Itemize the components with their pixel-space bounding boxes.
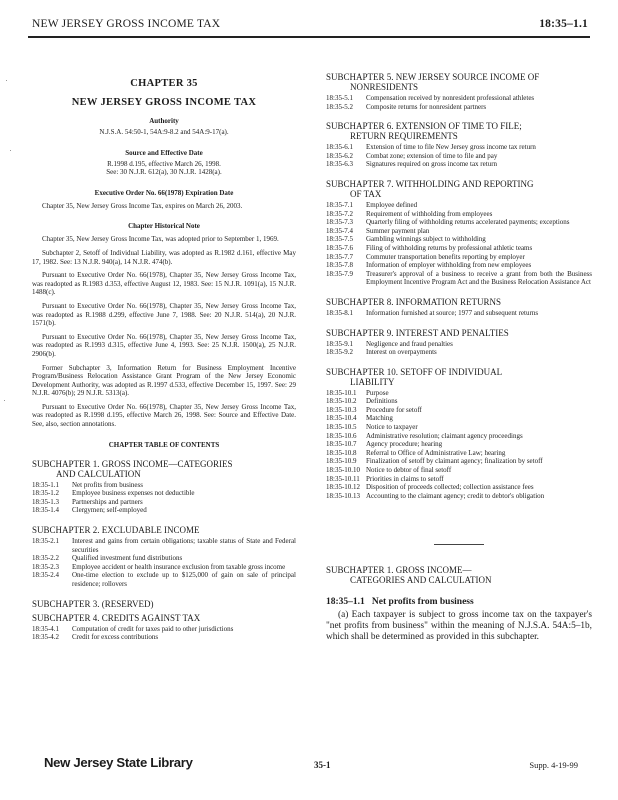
toc-subchapter-5 <box>326 72 592 92</box>
toc-entry-title: Commuter transportation benefits reporting by employer <box>366 252 525 261</box>
toc-entry-number: 18:35-10.5 <box>326 423 357 432</box>
historical-note-paragraph: Chapter 35, New Jersey Gross Income Tax, was adopted prior to September 1, 1969. <box>42 235 279 244</box>
toc-entry-title: Employee business expenses not deductible <box>72 489 195 498</box>
toc-entry <box>32 481 296 490</box>
toc-entry-number: 18:35-7.8 <box>326 261 354 270</box>
toc-entry-title: Definitions <box>366 397 398 406</box>
toc-entry-number: 18:35-2.2 <box>32 554 60 563</box>
toc-entry-title: Disposition of proceeds collected; collection assistance fees <box>366 483 534 492</box>
toc-entry-title: Net profits from business <box>72 480 143 489</box>
toc-entry-number: 18:35-10.13 <box>326 491 361 500</box>
subchapter-5-title: SUBCHAPTER 5. NEW JERSEY SOURCE INCOME OF <box>326 72 540 82</box>
toc-heading: CHAPTER TABLE OF CONTENTS <box>108 440 220 449</box>
toc-entry <box>326 201 592 210</box>
source-line-2: See: 30 N.J.R. 612(a), 30 N.J.R. 1428(a). <box>106 168 222 177</box>
toc-entry-title: Procedure for setoff <box>366 405 422 414</box>
toc-entry-number: 18:35-10.1 <box>326 388 357 397</box>
toc-entry-number: 18:35-10.9 <box>326 457 357 466</box>
toc-subchapter-10 <box>326 367 592 387</box>
toc-list-1 <box>32 481 296 515</box>
toc-entry-number: 18:35-9.2 <box>326 348 354 357</box>
toc-list-5 <box>326 94 592 111</box>
toc-entry-title: Credit for excess contributions <box>72 633 159 642</box>
scan-speck <box>6 80 7 81</box>
toc-entry-title: Employee defined <box>366 200 418 209</box>
source-line-1: R.1998 d.195, effective March 26, 1998. <box>107 159 221 168</box>
toc-subchapter-6 <box>326 121 592 141</box>
toc-entry-title: Signatures required on gross income tax return <box>366 160 498 169</box>
toc-entry-title: Information of employer withholding from new employees <box>366 261 532 270</box>
toc-entry-title: Treasurer's approval of a business to receive a grant from both the Business Employment Incentive Program Act and the Business Relocation Assistance Act <box>366 269 592 287</box>
authority-heading: Authority <box>149 117 179 125</box>
toc-entry <box>326 309 592 318</box>
toc-entry-title: Gambling winnings subject to withholding <box>366 235 486 244</box>
toc-entry <box>326 348 592 357</box>
subchapter-7-title: SUBCHAPTER 7. WITHHOLDING AND REPORTING <box>326 178 534 189</box>
toc-entry <box>326 440 592 449</box>
section-heading <box>326 597 592 607</box>
toc-entry-number: 18:35-6.3 <box>326 160 354 169</box>
toc-entry-number: 18:35-7.4 <box>326 226 354 235</box>
page-number: 35-1 <box>314 760 331 770</box>
toc-entry-number: 18:35-4.2 <box>32 633 60 642</box>
historical-note-paragraph: Subchapter 2, Setoff of Individual Liability, was adopted as R.1982 d.161, effective May 17, 1982. See: 13 N.J.R. 940(a), 14 N.J.R. 474(b). <box>32 248 296 266</box>
toc-entry-number: 18:35-4.1 <box>32 624 60 633</box>
toc-entry-number: 18:35-6.2 <box>326 151 354 160</box>
toc-entry-title: Matching <box>366 414 393 423</box>
toc-entry <box>326 483 592 492</box>
toc-entry-title: Administrative resolution; claimant agency proceedings <box>366 431 523 440</box>
toc-entry-number: 18:35-7.6 <box>326 243 354 252</box>
toc-entry <box>32 498 296 507</box>
toc-entry <box>32 571 296 588</box>
toc-entry <box>32 625 296 634</box>
toc-entry-number: 18:35-5.2 <box>326 102 354 111</box>
subchapter-10-title-cont: LIABILITY <box>350 376 395 387</box>
toc-entry <box>326 210 592 219</box>
toc-entry <box>326 227 592 236</box>
subchapter-1-title: SUBCHAPTER 1. GROSS INCOME—CATEGORIES <box>32 458 233 469</box>
toc-entry <box>326 244 592 253</box>
toc-entry-number: 18:35-10.12 <box>326 483 361 492</box>
toc-list-7 <box>326 201 592 287</box>
subchapter-1-title-cont: AND CALCULATION <box>56 468 141 479</box>
toc-entry <box>32 554 296 563</box>
toc-entry <box>326 143 592 152</box>
toc-entry-title: Finalization of setoff by claimant agency; finalization by setoff <box>366 457 543 466</box>
historical-note-paragraph: Pursuant to Executive Order No. 66(1978), Chapter 35, New Jersey Gross Income Tax, was readopted as R.1993 d.315, effective June 4, 1993. See: 25 N.J.R. 1500(a), 25 N.J.R. 2906(b). <box>32 332 296 358</box>
toc-entry-title: Extension of time to file New Jersey gross income tax return <box>366 143 536 152</box>
toc-entry-title: Employee accident or health insurance exclusion from taxable gross income <box>72 562 286 571</box>
historical-note-paragraph: Pursuant to Executive Order No. 66(1978), Chapter 35, New Jersey Gross Income Tax, was readopted as R.1988 d.299, effective June 7, 1988. See: 20 N.J.R. 514(a), 20 N.J.R. 1571(b). <box>32 301 296 328</box>
toc-list-6 <box>326 143 592 169</box>
toc-entry-number: 18:35-10.8 <box>326 448 357 457</box>
toc-entry <box>326 432 592 441</box>
toc-entry-title: Accounting to the claimant agency; credit to debtor's obligation <box>366 491 545 500</box>
toc-entry <box>326 103 592 112</box>
toc-entry-title: Priorities in claims to setoff <box>366 474 444 483</box>
toc-entry-number: 18:35-7.1 <box>326 200 354 209</box>
toc-entry-title: Summer payment plan <box>366 226 430 235</box>
toc-entry-number: 18:35-2.1 <box>32 537 60 546</box>
page-footer <box>44 756 584 776</box>
historical-note-paragraph: Former Subchapter 3, Information Return for Business Employment Incentive Program/Business Relocation Assistance Grant Program of the New Jersey Economic Development Authority, was adopted as R.1997 d.533, effective December 15, 1997. See: 29 N.J.R. 4076(b); 29 N.J.R. 5313(a). <box>32 363 296 398</box>
toc-entry <box>326 449 592 458</box>
section-title: Net profits from business <box>371 597 474 608</box>
toc-list-8 <box>326 309 592 318</box>
authority-text: N.J.S.A. 54:50-1, 54A:9-8.2 and 54A:9-17(a). <box>99 128 229 136</box>
header-section: 18:35–1.1 <box>539 18 588 30</box>
toc-list-9 <box>326 340 592 357</box>
toc-entry <box>326 218 592 227</box>
scan-speck <box>10 150 11 151</box>
section-body: (a) Each taxpayer is subject to gross income tax on the taxpayer's "net profits from business" within the meaning of N.J.S.A. 54A:5–1b, which shall be determined as provided in this subchapter. <box>326 610 592 643</box>
toc-entry-title: Negligence and fraud penalties <box>366 339 453 348</box>
body-subchapter-title-cont: CATEGORIES AND CALCULATION <box>350 575 492 586</box>
toc-subchapter-7 <box>326 179 592 199</box>
toc-entry-number: 18:35-7.9 <box>326 269 354 278</box>
subchapter-10-title: SUBCHAPTER 10. SETOFF OF INDIVIDUAL <box>326 366 503 377</box>
toc-entry <box>326 160 592 169</box>
toc-entry <box>326 466 592 475</box>
toc-entry-title: Clergymen; self-employed <box>72 506 147 515</box>
exec-order-heading: Executive Order No. 66(1978) Expiration Date <box>94 188 234 197</box>
toc-subchapter-2: SUBCHAPTER 2. EXCLUDABLE INCOME <box>32 525 200 536</box>
toc-entry <box>326 152 592 161</box>
toc-entry-title: Interest on overpayments <box>366 348 437 357</box>
toc-entry-title: Combat zone; extension of time to file and pay <box>366 151 498 160</box>
toc-entry-number: 18:35-9.1 <box>326 339 354 348</box>
toc-entry <box>32 506 296 515</box>
toc-entry-number: 18:35-10.2 <box>326 397 357 406</box>
subchapter-7-title-cont: OF TAX <box>350 188 382 199</box>
scan-speck <box>4 400 5 401</box>
section-divider <box>434 544 484 545</box>
library-stamp: New Jersey State Library <box>44 756 193 770</box>
toc-entry-number: 18:35-6.1 <box>326 143 354 152</box>
toc-subchapter-1 <box>32 459 296 479</box>
toc-entry-number: 18:35-1.1 <box>32 480 60 489</box>
subchapter-6-title-cont: RETURN REQUIREMENTS <box>350 131 458 142</box>
toc-entry-number: 18:35-8.1 <box>326 308 354 317</box>
chapter-title: NEW JERSEY GROSS INCOME TAX <box>71 97 257 108</box>
toc-entry-title: Purpose <box>366 388 389 397</box>
toc-subchapter-4: SUBCHAPTER 4. CREDITS AGAINST TAX <box>32 612 201 623</box>
toc-entry-title: Requirement of withholding from employees <box>366 209 493 218</box>
toc-entry <box>326 397 592 406</box>
toc-entry <box>326 475 592 484</box>
toc-list-4 <box>32 625 296 642</box>
toc-entry-title: Compensation received by nonresident professional athletes <box>366 94 535 102</box>
toc-entry-number: 18:35-10.4 <box>326 414 357 423</box>
toc-entry-number: 18:35-7.7 <box>326 252 354 261</box>
toc-entry-number: 18:35-10.6 <box>326 431 357 440</box>
toc-entry-number: 18:35-1.3 <box>32 497 60 506</box>
toc-entry-title: Information furnished at source; 1977 and subsequent returns <box>366 308 539 317</box>
toc-entry-number: 18:35-2.4 <box>32 571 60 580</box>
source-heading: Source and Effective Date <box>125 148 203 157</box>
toc-entry-number: 18:35-1.4 <box>32 506 60 515</box>
subchapter-5-title-cont: NONRESIDENTS <box>350 82 419 92</box>
toc-entry <box>32 563 296 572</box>
toc-entry-number: 18:35-10.11 <box>326 474 360 483</box>
toc-entry-number: 18:35-2.3 <box>32 562 60 571</box>
toc-entry <box>326 414 592 423</box>
toc-entry <box>326 270 592 287</box>
historical-note <box>32 235 296 428</box>
toc-entry <box>326 406 592 415</box>
toc-entry-number: 18:35-10.3 <box>326 405 357 414</box>
toc-entry-number: 18:35-10.10 <box>326 466 361 475</box>
toc-entry <box>326 423 592 432</box>
toc-subchapter-3: SUBCHAPTER 3. (RESERVED) <box>32 598 154 609</box>
historical-note-paragraph: Pursuant to Executive Order No. 66(1978), Chapter 35, New Jersey Gross Income Tax, was readopted as R.1983 d.353, effective August 12, 1983. See: 15 N.J.R. 1091(a), 15 N.J.R. 1488(c). <box>32 271 296 297</box>
toc-entry-title: Computation of credit for taxes paid to other jurisdictions <box>72 624 234 633</box>
toc-entry-title: Notice to debtor of final setoff <box>366 466 452 475</box>
historical-note-heading: Chapter Historical Note <box>128 222 200 231</box>
running-header <box>28 16 590 38</box>
toc-entry-number: 18:35-1.2 <box>32 489 60 498</box>
body-subchapter-title: SUBCHAPTER 1. GROSS INCOME— <box>326 565 472 576</box>
toc-entry-title: Qualified investment fund distributions <box>72 554 183 563</box>
toc-entry-title: Notice to taxpayer <box>366 423 418 432</box>
toc-entry-title: One-time election to exclude up to $125,000 of gain on sale of principal residence; rollovers <box>72 571 296 588</box>
toc-entry <box>326 94 592 103</box>
toc-entry-number: 18:35-10.7 <box>326 440 357 449</box>
toc-subchapter-9: SUBCHAPTER 9. INTEREST AND PENALTIES <box>326 327 509 338</box>
toc-entry <box>326 457 592 466</box>
toc-entry-number: 18:35-7.5 <box>326 235 354 244</box>
chapter-number: CHAPTER 35 <box>130 78 198 89</box>
body-subchapter-heading <box>326 565 592 585</box>
supplement-date: Supp. 4-19-99 <box>529 760 578 770</box>
toc-entry-title: Composite returns for nonresident partners <box>366 102 487 111</box>
right-column <box>326 40 592 643</box>
toc-entry-title: Referral to Office of Administrative Law; hearing <box>366 448 506 457</box>
toc-list-2 <box>32 537 296 589</box>
toc-entry <box>326 235 592 244</box>
toc-list-10 <box>326 389 592 501</box>
toc-entry <box>32 537 296 554</box>
toc-entry-number: 18:35-7.2 <box>326 209 354 218</box>
toc-entry-number: 18:35-5.1 <box>326 94 354 102</box>
historical-note-paragraph: Pursuant to Executive Order No. 66(1978), Chapter 35, New Jersey Gross Income Tax, was readopted as R.1998 d.195, effective March 26, 1998. See: Source and Effective Date. See, also, section annotations. <box>32 402 296 429</box>
toc-subchapter-8: SUBCHAPTER 8. INFORMATION RETURNS <box>326 296 502 307</box>
toc-entry <box>326 261 592 270</box>
toc-entry <box>32 633 296 642</box>
toc-entry <box>326 340 592 349</box>
toc-entry <box>32 489 296 498</box>
toc-entry-title: Filing of withholding returns by professional athletic teams <box>366 243 533 252</box>
toc-entry-title: Quarterly filing of withholding returns accelerated payments; exceptions <box>366 218 570 227</box>
subchapter-6-title: SUBCHAPTER 6. EXTENSION OF TIME TO FILE; <box>326 121 522 132</box>
exec-order-text: Chapter 35, New Jersey Gross Income Tax, expires on March 26, 2003. <box>42 201 243 210</box>
toc-entry-title: Partnerships and partners <box>72 497 143 506</box>
toc-entry-title: Agency procedure; hearing <box>366 440 443 449</box>
left-column <box>32 40 296 642</box>
toc-entry-title: Interest and gains from certain obligations; taxable status of State and Federal securities <box>72 537 296 554</box>
toc-entry <box>326 253 592 262</box>
section-number: 18:35–1.1 <box>326 597 365 608</box>
toc-entry-number: 18:35-7.3 <box>326 218 354 227</box>
toc-entry <box>326 389 592 398</box>
toc-entry <box>326 492 592 501</box>
header-title: NEW JERSEY GROSS INCOME TAX <box>32 18 221 30</box>
